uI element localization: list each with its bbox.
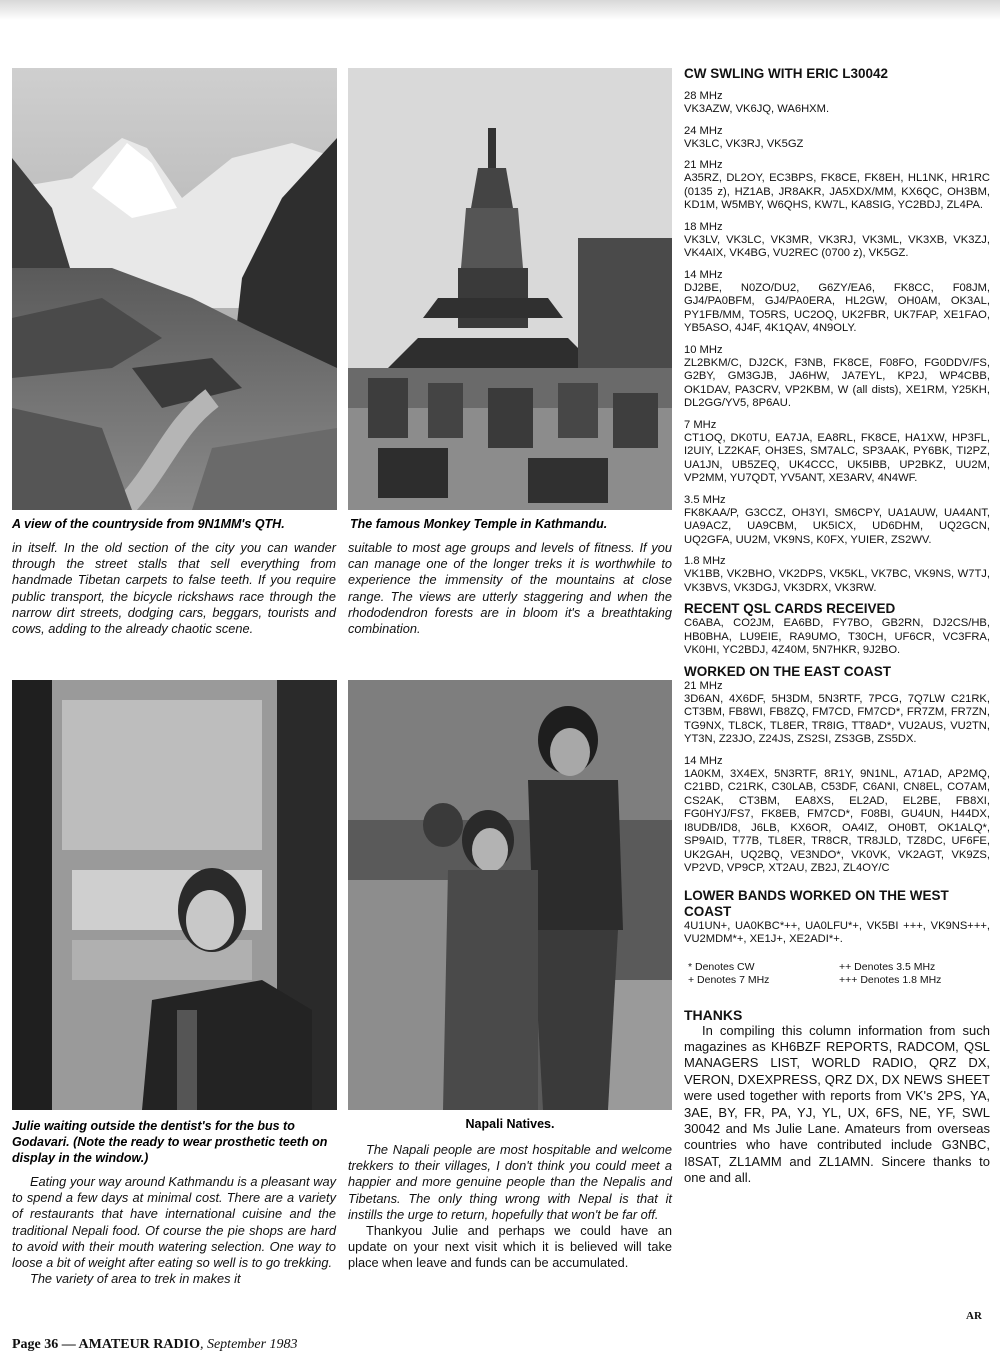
band-calls: VK1BB, VK2BHO, VK2DPS, VK5KL, VK7BC, VK9NS, W7TJ, VK3BVS, VK3DGJ, VK3DRX, VK3RW. [684,568,990,594]
legend-item: + Denotes 7 MHz [688,973,770,986]
west-coast-calls: 4U1UN+, UA0KBC*++, UA0LFU*+, VK5BI +++, VK9NS+++, VU2MDM*+, XE1J+, XE2ADI*+. [684,919,990,945]
east-band-14mhz [684,755,990,876]
qsl-cards-calls: C6ABA, CO2JM, EA6BD, FY7BO, GB2RN, DJ2CS/HB, HB0BHA, LU9EIE, RA9UMO, T30CH, UF6CR, VC3FRA, VK0HI, YC2BDJ, 4Z40M, 5N7HKR, 9J2BO. [684,617,990,656]
band-calls: A35RZ, DL2OY, EC3BPS, FK8CE, FK8EH, HL1NK, HR1RC (0135 z), HZ1AB, JR8AKR, JA5XDX/MM, KX6QC, OH3BM, KD1M, W5MBY, W6QHS, KW7L, KA8SIG, YC2BDJ, ZL4PA. [684,172,990,211]
julie-photo [12,680,337,1110]
band-label: 7 MHz [684,418,717,431]
top-margin-strip [0,0,1000,20]
thanks-heading: THANKS [684,1006,743,1023]
legend-item: +++ Denotes 1.8 MHz [839,973,942,986]
countryside-caption: A view of the countryside from 9N1MM's QTH. [12,517,285,531]
band-10mhz [684,344,990,411]
left-paragraph-trek: The variety of area to trek in makes it [30,1271,241,1287]
middle-column-text-top [348,540,672,637]
band-18mhz [684,221,990,261]
left-paragraph-top: in itself. In the old section of the city you can wander through the street stalls that sell everything from handmade Tibetan carpets to false teeth. If you require public transport, the bicycle rickshaws race through the narrow dirt streets, dodging cars, beggars, tourists and cows, adding to the already chaotic scene. [12,540,336,637]
monkey-temple-caption: The famous Monkey Temple in Kathmandu. [350,517,608,531]
band-label: 3.5 MHz [684,493,726,506]
band-calls: VK3LV, VK3LC, VK3MR, VK3RJ, VK3ML, VK3XB, VK3ZJ, VK4AIX, VK4BG, VU2REC (0700 z), VK5GZ. [684,233,990,259]
legend-item: ++ Denotes 3.5 MHz [839,960,936,973]
julie-caption: Julie waiting outside the dentist's for the bus to Godavari. (Note the ready to wear prosthetic teeth on display in the window.) [12,1119,328,1165]
band-14mhz [684,269,990,336]
band-24mhz [684,125,990,152]
band-calls: DJ2BE, N0ZO/DU2, G6ZY/EA6, FK8CC, F08JM, GJ4/PA0BFM, GJ4/PA0ERA, HL2GW, OH0AM, OK3AL, PY1FB/MM, TO5RS, UC2OQ, UK2FBR, UK7FAP, XE1FAO, YB5ASO, 4J4F, 4K1QAV, 4N9OLY. [684,281,990,334]
band-3-5mhz [684,494,990,548]
middle-paragraph-napali-people: The Napali people are most hospitable and welcome trekkers to their villages, I don't think you could meet a happier and more genuine people than the Nepalis and Tibetans. The only thing wrong with Nepal is that it instills the urge to return, hopefully that won't be far off. [348,1142,672,1222]
band-label: 21 MHz [684,679,723,692]
footer-magazine-title: AMATEUR RADIO [78,1337,200,1352]
symbol-legend [684,961,990,987]
band-calls: FK8KAA/P, G3CCZ, OH3YI, SM6CPY, UA1AUW, UA4ANT, UA9ACZ, UA9CBM, UK5ICX, UD6DHM, UQ2GCN, UQ2GFA, UU2M, VK9NS, K0FX, YUIER, ZS2WV. [684,506,990,546]
band-label: 1.8 MHz [684,555,726,567]
band-label: 14 MHz [684,268,723,281]
thanks-body: In compiling this column information from such magazines as KH6BZF REPORTS, RADCOM, QSL MANAGERS LIST, WORLD RADIO, QRZ DX, VERON, DXEXPRESS, QRZ DX, DX NEWS SHEET were used together with reports from VK's 2PS, YA, 3AE, BY, FR, PA, YJ, YL, UX, 6FS, NE, YF, SWL 30042 and Ms Julie Lane. Amateurs from overseas countries who have contributed include G3NBC, I8SAT, ZL1AMM and ZL1AMN. Sincere thanks to one and all. [684,1022,990,1186]
qsl-cards-heading: RECENT QSL CARDS RECEIVED [684,601,896,616]
footer-date: , September 1983 [199,1337,298,1352]
band-label: 21 MHz [684,159,723,171]
right-column [684,66,990,1187]
band-label: 24 MHz [684,124,723,137]
middle-paragraph-top: suitable to most age groups and levels of fitness. If you can manage one of the longer treks it is worthwhile to experience the immensity of the mountains at close range. The views are utterly staggering and when the rhododendron forests are in bloom it's a breathtaking combination. [348,540,672,637]
countryside-photo [12,68,337,510]
monkey-temple-photo [348,68,672,510]
end-mark: AR [966,1310,982,1322]
legend-item: * Denotes CW [688,960,755,973]
band-calls: CT1OQ, DK0TU, EA7JA, EA8RL, FK8CE, HA1XW, HP3FL, I2UIY, LZ2KAF, OH3ES, SM7ALC, SP3AAK, PY6BK, TI2PZ, UA1JN, UB5ZEQ, UK4CCC, UK5IBB, UP2BKZ, UU2M, VP2MM, YU7QDT, YV5ANT, XE3ARV, 4N4WF. [684,431,990,484]
band-1-8mhz [684,555,990,595]
middle-paragraph-thankyou: Thankyou Julie and perhaps we could have an update on your next visit which it is believed will take place when leave and funds can be accumulated. [348,1223,672,1271]
band-label: 28 MHz [684,90,723,102]
page-footer [12,1337,298,1353]
left-paragraph-eating: Eating your way around Kathmandu is a pleasant way to spend a few days at minimal cost. There are a variety of restaurants that have international cuisine and the traditional Nepali food. Of course the pie shops are hard to avoid with their mouth watering selection. One way to loose a bit of weight after eating so well is to go trekking. [12,1174,336,1271]
band-7mhz [684,419,990,486]
napali-natives-photo [348,680,672,1110]
band-21mhz [684,159,990,213]
band-label: 18 MHz [684,220,723,233]
band-label: 14 MHz [684,754,723,767]
footer-page-number: Page 36 — [12,1337,79,1352]
napali-natives-caption: Napali Natives. [465,1117,555,1131]
west-coast-heading: LOWER BANDS WORKED ON THE WEST COAST [684,887,949,919]
cw-swling-heading: CW SWLING WITH ERIC L30042 [684,66,889,81]
east-band-21mhz [684,680,990,747]
band-calls: VK3LC, VK3RJ, VK5GZ [684,137,804,150]
middle-column-text-bottom [348,1142,672,1272]
left-column-text-top [12,540,336,637]
band-28mhz [684,90,990,117]
band-calls: 3D6AN, 4X6DF, 5H3DM, 5N3RTF, 7PCG, 7Q7LW C21RK, CT3BM, FB8WI, FB8ZQ, FM7CD, FM7CD*, FR7ZM, FR7ZN, TG9NX, TL8CK, TL8ER, TR8IG, TT8AD*, VU2AUS, VU2TN, YT3N, Z23JO, Z24JS, ZS2SI, ZS3GB, ZS5DX. [684,692,990,745]
band-calls: VK3AZW, VK6JQ, WA6HXM. [684,103,830,115]
band-label: 10 MHz [684,343,723,356]
left-column-text-bottom [12,1174,336,1287]
band-calls: ZL2BKM/C, DJ2CK, F3NB, FK8CE, F08FO, FG0DDV/FS, G2BY, GM3GJB, JA6HW, JA7EYL, KP2J, WP4CBB, OK1DAV, PA3CRV, VP2KBM, W (all dists), XE1RM, Y25KH, DL2GG/YV5, 8P6AU. [684,356,990,409]
band-calls: 1A0KM, 3X4EX, 5N3RTF, 8R1Y, 9N1NL, A71AD, AP2MQ, C21BD, C21RK, C30LAB, C53DF, C6ANI, CN8EL, CO7AM, CS2AK, CT3BM, EA8XS, EL2AD, EL2BE, FB8XI, FG0HYJ/FS7, FK8EB, FM7CD*, F08BI, GU4UN, H44DX, I8UDB/ID8, J6LB, KX6OR, OA4IZ, OH0BT, OK1ALQ*, SP9AID, T77B, TL8ER, TR8CR, TR8JLD, TZ8DC, UF6FE, UK2GAH, UQ2BQ, VE3NDO*, VK0VK, VK2AGT, VK9ZS, VP2VD, VP9CP, XT2AU, ZB2J, ZL4OY/C [684,767,990,874]
east-coast-heading: WORKED ON THE EAST COAST [684,663,892,679]
